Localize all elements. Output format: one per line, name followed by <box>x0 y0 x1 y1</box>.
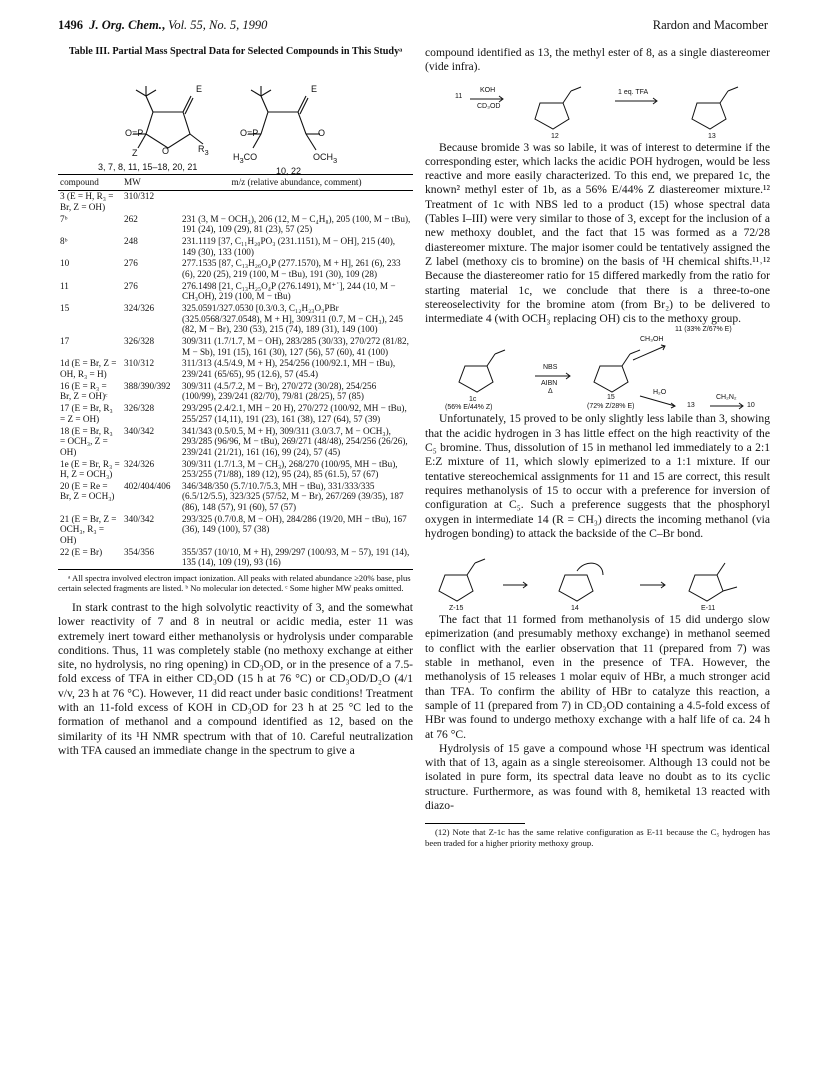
body-paragraph: The fact that 11 formed from methanolysis of 15 did undergo slow epimerization (and presumably methoxy exchange) in methanol seemed to conflict with the earlier observation that 11 (prepared from 7) was stable in methanol, even in the presence of TFA. However, the methanolysis of 15 releases 1 molar equiv of HBr, a much stronger acid than TFA. To confirm the ability of HBr to catalyze this reaction, a sample of 11 (prepared from 7) in CD₃OD containing a 4.5-fold excess of HBr was found to undergo methoxy exchange with a half life of ca. 24 h at 76 °C. <box>425 613 770 741</box>
table-row <box>58 302 413 335</box>
table-row <box>58 213 413 235</box>
scheme2-start-label: 1c <box>469 396 477 404</box>
body-paragraph: compound identified as 13, the methyl ester of 8, as a single diastereomer (vide infra). <box>425 46 770 74</box>
cell-compound: 21 (E = Br, Z = OCH₃, R₃ = OH) <box>60 513 117 546</box>
cell-compound: 1e (E = Br, R₃ = H, Z = OCH₃) <box>60 458 120 480</box>
cell-compound: 11 <box>60 280 69 291</box>
scheme1-reagent2: 1 eq. TFA <box>618 88 649 96</box>
scheme2-start-ratio: (56% E/44% Z) <box>445 404 493 412</box>
footnote-rule <box>425 823 525 824</box>
scheme1-reagent-top: KOH <box>480 86 496 94</box>
cell-mz: 309/311 (1.7/1.7, M − OH), 283/285 (30/33), 270/272 (81/82, M − Sb), 191 (15), 161 (30), 127 (56), 57 (60), 41 (100) <box>182 336 409 357</box>
cell-mw: 340/342 <box>124 513 155 524</box>
cell-mw: 248 <box>124 235 138 246</box>
table-row <box>58 380 413 402</box>
journal-name: J. Org. Chem. <box>89 18 162 32</box>
table-row <box>58 513 413 546</box>
scheme-1 <box>425 75 770 141</box>
cell-mz <box>180 190 413 213</box>
scheme-2 <box>425 326 770 412</box>
cell-mz: 231 (3, M − OCH₃), 206 (12, M − C₄H₈), 205 (100, M − tBu), 191 (24), 109 (29), 81 (23), 57 (25) <box>182 213 411 235</box>
scheme1-reagent-bottom: CD₃OD <box>477 102 501 110</box>
table-caption: Table III. Partial Mass Spectral Data for Selected Compounds in This Studyᵃ <box>68 46 403 57</box>
table-row <box>58 335 413 357</box>
cell-mz: 309/311 (4.5/7.2, M − Br), 270/272 (30/28), 254/256 (100/99), 239/241 (82/70), 79/81 (28/25), 57 (85) <box>182 380 377 402</box>
scheme3-label-c: E-11 <box>701 605 716 613</box>
right-column <box>425 46 770 848</box>
table-row <box>58 258 413 280</box>
cell-compound: 8ᵇ <box>60 235 68 246</box>
scheme2-n10: 10 <box>747 402 755 410</box>
cell-mz: 293/295 (2.4/2.1, MH − 20 H), 270/272 (100/92, MH − tBu), 255/257 (14,11), 191 (23), 161 (38), 127 (64), 57 (39) <box>182 403 407 424</box>
scheme3-label-b: 14 <box>571 605 579 613</box>
scheme1-product2: 13 <box>708 132 716 140</box>
scheme2-upper-reagent: CH₃OH <box>640 336 664 344</box>
cell-compound: 17 (E = Br, R₃ = Z = OH) <box>60 403 113 424</box>
cell-mw: 388/390/392 <box>124 380 171 391</box>
body-paragraph: Because bromide 3 was so labile, it was of interest to determine if the corresponding ester, which lacks the acidic POH hydrogen, would be less reactive and more easily characterized. To this end, we prepared 1c, the known² methyl ester of 1b, as a 56% E/44% Z diastereomer mixture.¹² Treatment of 1c with NBS led to a product (15) whose spectral data (Tables I–III) were very similar to those of 3, except for the inclusion of a new methoxy doublet, and the fact that 15 was formed as a 72/28 diastereomer mixture. The major isomer could be tentatively assigned the Z label (methoxy cis to bromine) on the basis of ¹H chemical shifts.¹¹˒¹² Because the diastereomer ratio for 15 differed markedly from the ratio for starting material 1c, we conclude that there is a three-to-one stereoselectivity for the bromine atom (from Br₂) to be delivered to intermediate 4 (with OCH₃ replacing OH) cis to the methoxy group. <box>425 140 770 326</box>
body-paragraph: Hydrolysis of 15 gave a compound whose ¹H spectrum was identical with that of 13, again as a single stereoisomer. Although 13 could not be isolated in pure form, its spectral data leave no doubt as to its cyclic structure. Furthermore, as was found with 8, hemiketal 13 reacted with diazo- <box>425 741 770 812</box>
body-paragraph: Unfortunately, 15 proved to be only slightly less labile than 3, showing that the acidic hydrogen in 3 has little effect on the high reactivity of the C₅ bromine. Thus, dissolution of 15 in methanol led immediately to a 2:1 E:Z mixture of 11, which slowly epimerized to a 1:1 mixture. If our tentative stereochemical assignments for 11 and 15 are correct, this result requires methanolysis of 15 to occur with a preference for inversion of configuration at C₅. Such a preference suggests that the phosphoryl oxygen in intermediate 14 (R = CH₃) directs the incoming methanol (via hydrogen bonding) to attack the backside of the C–Br bond. <box>425 412 770 540</box>
table-row <box>58 280 413 302</box>
structure-label-right: 10, 22 <box>276 166 302 176</box>
cell-mw: 276 <box>124 258 138 269</box>
scheme1-product1: 12 <box>551 132 559 140</box>
cell-mw: 326/328 <box>124 403 155 414</box>
authors: Rardon and Macomber <box>652 18 768 32</box>
cell-mw: 276 <box>124 280 138 291</box>
cell-mz: 309/311 (1.7/1.3, M − CH₃), 268/270 (100/95, MH − tBu), 253/255 (71/88), 189 (12), 95 (24), 85 (61.5), 57 (67) <box>182 458 398 480</box>
cell-compound: 16 (E = R₃ = Br, Z = OH)ᶜ <box>60 380 108 402</box>
table-row <box>58 458 413 480</box>
cell-mz: 231.1119 [37, C₁₁H₂₀PO₃ (231.1151), M − OH], 215 (40), 149 (30), 133 (100) <box>182 235 396 257</box>
cell-mw: 354/356 <box>122 546 180 569</box>
cell-mz: 293/325 (0.7/0.8, M − OH), 284/286 (19/20, MH − tBu), 167 (36), 149 (100), 57 (38) <box>182 513 407 535</box>
scheme-3 <box>425 541 770 613</box>
cell-mz: 276.1498 [21, C₁₃H₂₅O₄P (276.1491), M⁺˙], 244 (10, M − CH₃OH), 219 (100, M − tBu) <box>182 280 396 302</box>
scheme2-reagent-bottom: Δ <box>548 388 553 396</box>
scheme2-water: H₂O <box>653 389 667 397</box>
scheme1-reactant: 11 <box>455 92 463 100</box>
page-number: 1496 <box>58 18 83 32</box>
table-row <box>58 358 413 380</box>
cell-mw: 402/404/406 <box>124 480 171 491</box>
scheme2-reagent-top: NBS <box>543 364 558 372</box>
col-compound: compound <box>58 175 122 191</box>
table-row <box>58 190 413 213</box>
cell-mz: 341/343 (0.5/0.5, M + H), 309/311 (3.0/3.7, M − OCH₃), 293/285 (96/96, M − tBu), 269/271 (48/48), 254/256 (26/26), 239/241 (21/21), 161 (16), 99 (24), 57 (45) <box>182 425 408 457</box>
cell-mw: 324/326 <box>124 303 155 314</box>
cell-mw: 310/312 <box>124 191 155 202</box>
scheme-3-drawing <box>425 541 770 613</box>
cell-compound: 1d (E = Br, Z = OH, R₃ = H) <box>60 358 117 379</box>
cell-compound: 17 <box>60 336 70 347</box>
header-left: 1496 J. Org. Chem., Vol. 55, No. 5, 1990 <box>58 18 268 32</box>
scheme3-label-a: Z-15 <box>449 605 464 613</box>
cell-mz: 355/357 (10/10, M + H), 299/297 (100/93, M − 57), 191 (14), 135 (14), 109 (19), 93 (16) <box>180 546 413 569</box>
cell-compound: 18 (E = Br, R₃ = OCH₃, Z = OH) <box>60 425 113 457</box>
volume-issue: Vol. 55, No. 5, 1990 <box>168 18 268 32</box>
scheme2-upper-product: 11 (33% Z/67% E) <box>675 326 732 334</box>
col-mw: MW <box>122 175 180 191</box>
structure-label-left: 3, 7, 8, 11, 15–18, 20, 21 <box>98 162 198 172</box>
table-footnotes: ᵃ All spectra involved electron impact ionization. All peaks with related abundance ≥20% base, plus certain selected fragments are listed. ᵇ No molecular ion detected. ᶜ Some higher MW peaks omitted. <box>58 572 411 593</box>
cell-compound: 3 (E = H, R₃ = Br, Z = OH) <box>60 191 114 212</box>
table-row <box>58 403 413 425</box>
cell-mz: 325.0591/327.0530 [0.3/0.3, C₁₂H₂₃O₃PBr (325.0568/327.0548), M + H], 309/311 (0.7, M − CH₃), 245 (82, M − Br), 230 (53), 215 (74), 189 (31), 149 (100) <box>182 303 403 335</box>
cell-mw: 262 <box>124 213 138 224</box>
scheme2-diazo: CH₂N₂ <box>716 394 737 402</box>
cell-mz: 277.1535 [87, C₁₃H₂₆O₄P (277.1570), M + H], 261 (6), 233 (6), 220 (25), 219 (100, M − tBu), 191 (30), 109 (28) <box>182 258 401 279</box>
table-row <box>58 546 413 569</box>
scheme2-reagent-mid: AIBN <box>541 380 558 388</box>
table-row <box>58 425 413 458</box>
table-header-row <box>58 175 413 191</box>
cell-compound: 22 (E = Br) <box>58 546 122 569</box>
cell-mw: 326/328 <box>124 336 155 347</box>
left-column <box>58 46 413 758</box>
cell-compound: 15 <box>60 303 70 314</box>
col-mz: m/z (relative abundance, comment) <box>180 175 413 191</box>
scheme2-product-ratio: (72% Z/28% E) <box>587 403 635 411</box>
cell-compound: 20 (E = Re = Br, Z = OCH₃) <box>60 480 115 502</box>
cell-mw: 340/342 <box>124 425 155 436</box>
table-structures: E O=P Z O $R_3$ E O=P $H_3CO$ $OCH_3$ O 3, 7, 8, 11, 15–18, 20, 21 10, 22 <box>58 62 413 174</box>
cell-mw: 324/326 <box>124 458 155 469</box>
scheme2-n13: 13 <box>687 402 695 410</box>
cell-mw: 310/312 <box>124 358 155 369</box>
body-paragraph: In stark contrast to the high solvolytic reactivity of 3, and the somewhat lower reactivity of 7 and 8 in neutral or acidic media, ester 11 was extremely inert toward either methanolysis or hydrolysis under comparable conditions. Thus, 11 was completely stable (no methoxy exchange at either site, no hydrolysis, no ring opening) in CD₃OD, or in the presence of a 7.5-fold excess of TFA in either CD₃OD (15 h at 76 °C) or CD₃OD/D₂O (4/1 v/v, 23 h at 76 °C). However, 11 did react under basic conditions! Treatment with an 11-fold excess of KOH in CD₃OD for 23 h at 25 °C led to the formation of methanol and a compound identified as 12, based on the similarity of its ¹H NMR spectrum with that of 10. Careful neutralization with TFA caused an immediate change in the spectrum to give a <box>58 601 413 757</box>
table-row <box>58 480 413 513</box>
mass-spectral-table <box>58 174 413 570</box>
cell-mz: 311/313 (4.5/4.9, M + H), 254/256 (100/92.1, MH − tBu), 239/241 (65/65), 95 (12.6), 57 (45.4) <box>182 358 396 379</box>
footnote-12: (12) Note that Z-1c has the same relative configuration as E-11 because the C₅ hydrogen has been traded for a higher priority methoxy group. <box>425 827 770 848</box>
cell-compound: 10 <box>60 258 70 269</box>
cell-mz: 346/348/350 (5.7/10.7/5.3, MH − tBu), 331/333/335 (6.5/12/5.5), 323/325 (57/52, M − Br), 267/269 (39/35), 187 (86), 148 (57), 91 (60), 57 (57) <box>182 480 404 513</box>
table-row <box>58 235 413 257</box>
scheme2-product-label: 15 <box>607 394 615 402</box>
cell-compound: 7ᵇ <box>60 213 68 224</box>
